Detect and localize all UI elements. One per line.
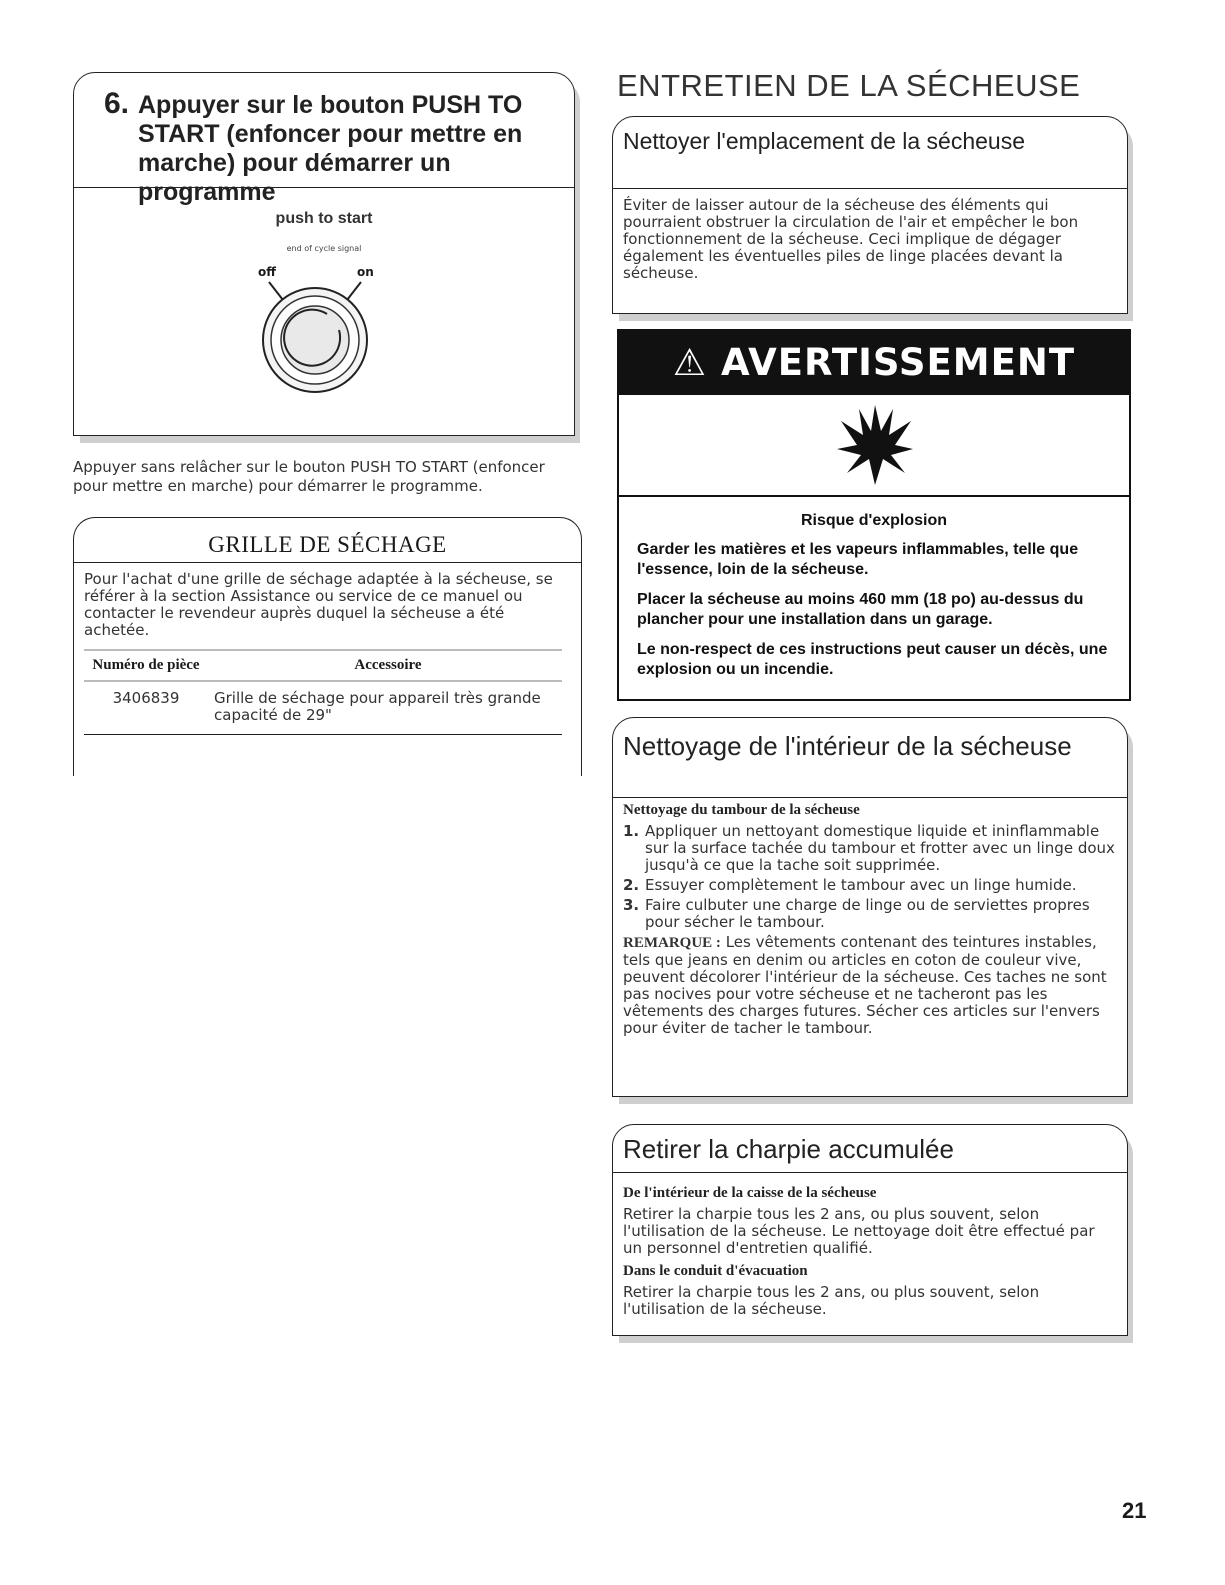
- table-row: [84, 682, 562, 735]
- charpie-body-2: Retirer la charpie tous les 2 ans, ou plus souvent, selon l'utilisation de la sécheuse.: [623, 1283, 1040, 1318]
- step6-title-text: Appuyer sur le bouton PUSH TO START (enfoncer pour mettre en marche) pour démarrer un programme: [138, 91, 523, 206]
- step-number: 2.: [623, 876, 640, 894]
- header-part-number: Numéro de pièce: [92, 657, 200, 673]
- interieur-body: [613, 798, 1127, 1037]
- charpie-body: [613, 1173, 1127, 1318]
- interieur-subtitle: Nettoyage du tambour de la sécheuse: [623, 802, 860, 818]
- step6-number: 6.: [104, 87, 130, 120]
- warning-risk: Risque d'explosion: [800, 512, 948, 529]
- grille-title: GRILLE DE SÉCHAGE: [208, 532, 447, 557]
- cell-part-number: 3406839: [112, 689, 180, 707]
- interieur-title: Nettoyage de l'intérieur de la sécheuse: [613, 718, 1127, 798]
- nettoyer-panel: [612, 116, 1128, 314]
- explosion-icon: [835, 403, 915, 487]
- list-item: [623, 897, 1117, 931]
- grille-body: Pour l'achat d'une grille de séchage adaptée à la sécheuse, se référer à la section Assistance ou service de ce manuel ou contacter le revendeur auprès duquel la sécheuse a été achetée.: [74, 562, 581, 639]
- charpie-title: Retirer la charpie accumulée: [613, 1125, 1127, 1173]
- note-label: REMARQUE :: [623, 935, 721, 951]
- dial-on-label: on: [357, 265, 374, 279]
- dial-off-label: off: [258, 265, 276, 279]
- accessory-table-header: [84, 651, 562, 682]
- warning-banner: [619, 331, 1129, 395]
- warning-line-3: Le non-respect de ces instructions peut causer un décès, une explosion ou un incendie.: [637, 641, 1108, 678]
- warning-text: [619, 497, 1129, 680]
- warning-triangle-icon: ⚠: [672, 341, 708, 384]
- warning-banner-text: AVERTISSEMENT: [720, 341, 1076, 384]
- step6-caption: Appuyer sans relâcher sur le bouton PUSH TO START (enfoncer pour mettre en marche) pour démarrer le programme.: [73, 458, 545, 495]
- warning-line-2: Placer la sécheuse au moins 460 mm (18 po) au-dessus du plancher pour une installation dans un garage.: [637, 591, 1084, 628]
- accessory-table: [84, 649, 562, 735]
- dial-sublabel: end of cycle signal: [286, 244, 362, 253]
- step6-panel: [73, 72, 575, 436]
- note-text: Les vêtements contenant des teintures instables, tels que jeans en denim ou articles en coton de couleur vive, peuvent décolorer l'intérieur de la sécheuse. Ces taches ne sont pas nocives pour votre sécheuse et ne tacheront pas les vêtements des charges futures. Sécher ces articles sur l'envers pour éviter de tacher le tambour.: [623, 933, 1107, 1037]
- section-title: ENTRETIEN DE LA SÉCHEUSE: [617, 68, 1081, 103]
- interieur-note: [623, 934, 1117, 1037]
- push-to-start-dial: [74, 188, 574, 418]
- grille-panel: [73, 517, 582, 776]
- cell-accessory: Grille de séchage pour appareil très grande capacité de 29": [214, 689, 541, 724]
- charpie-body-1: Retirer la charpie tous les 2 ans, ou plus souvent, selon l'utilisation de la sécheuse. Le nettoyage doit être effectué par un personnel d'entretien qualifié.: [623, 1205, 1095, 1257]
- warning-box: [617, 329, 1131, 701]
- dial-knob-icon: [249, 272, 379, 402]
- header-accessory: Accessoire: [354, 657, 422, 673]
- step-text: Faire culbuter une charge de linge ou de serviettes propres pour sécher le tambour.: [645, 896, 1090, 931]
- list-item: [623, 823, 1117, 874]
- charpie-panel: [612, 1124, 1128, 1336]
- step-number: 1.: [623, 822, 640, 840]
- charpie-subtitle-2: Dans le conduit d'évacuation: [623, 1263, 808, 1279]
- warning-symbol-area: [619, 395, 1129, 497]
- dial-label: push to start: [275, 210, 373, 227]
- step6-header: [74, 73, 574, 206]
- interieur-panel: [612, 717, 1128, 1097]
- interieur-steps: [623, 823, 1117, 931]
- step-text: Appliquer un nettoyant domestique liquide et ininflammable sur la surface tachée du tambour et frotter avec un linge doux jusqu'à ce que la tache soit supprimée.: [645, 822, 1115, 874]
- charpie-subtitle-1: De l'intérieur de la caisse de la sécheuse: [623, 1185, 877, 1201]
- list-item: [623, 877, 1117, 894]
- warning-line-1: Garder les matières et les vapeurs inflammables, telle que l'essence, loin de la sécheuse.: [637, 541, 1079, 578]
- nettoyer-body: Éviter de laisser autour de la sécheuse des éléments qui pourraient obstruer la circulation de l'air et empêcher le bon fonctionnement de la sécheuse. Ceci implique de dégager également les éventuelles piles de linge placées devant la sécheuse.: [623, 196, 1079, 282]
- step-text: Essuyer complètement le tambour avec un linge humide.: [645, 876, 1077, 894]
- step-number: 3.: [623, 896, 640, 914]
- page-number: 21: [1122, 1498, 1147, 1523]
- nettoyer-title: Nettoyer l'emplacement de la sécheuse: [613, 117, 1127, 189]
